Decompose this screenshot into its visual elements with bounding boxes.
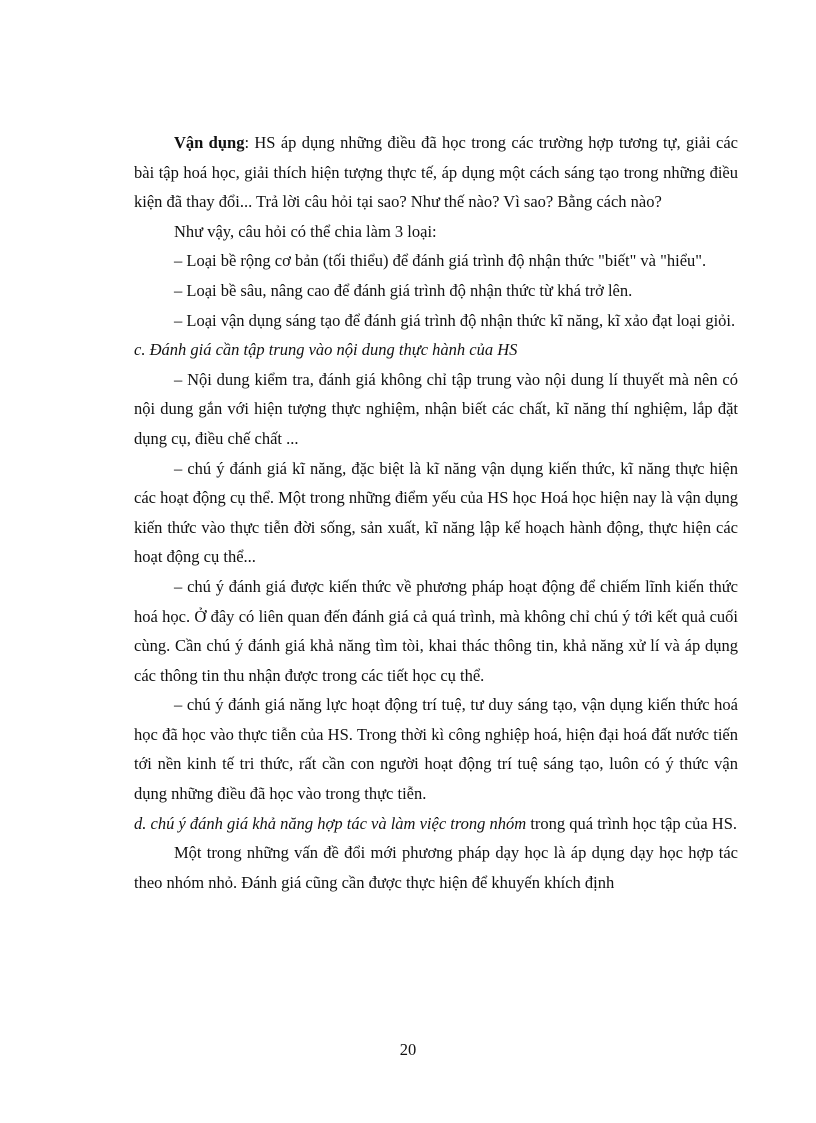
page-number: 20 [399,1040,417,1059]
paragraph-van-dung [134,128,738,217]
term-van-dung: Vận dụng [174,133,245,152]
paragraph-summary: Như vậy, câu hỏi có thể chia làm 3 loại: [174,221,437,241]
section-heading-c: c. Đánh giá cần tập trung vào nội dung thực hành của HS [134,340,518,360]
page-body [134,128,738,897]
paragraph-c3: – chú ý đánh giá được kiến thức về phương pháp hoạt động để chiếm lĩnh kiến thức hoá học. Ở đây có liên quan đến đánh giá cả quá trình, mà không chỉ chú ý tới kết quả cuối cùng. Cần chú ý đánh giá khả năng tìm tòi, khai thác thông tin, khả năng xử lí và áp dụng các thông tin thu nhận được trong các tiết học cụ thể. [134,576,738,685]
heading-d-italic: d. chú ý đánh giá khả năng hợp tác và làm việc trong nhóm [134,813,527,833]
list-item: – Loại vận dụng sáng tạo để đánh giá trình độ nhận thức kĩ năng, kĩ xảo đạt loại giỏi. [174,310,736,330]
list-item: – Loại bề sâu, nâng cao để đánh giá trình độ nhận thức từ khá trở lên. [174,280,633,300]
paragraph-last: Một trong những vấn đề đổi mới phương pháp dạy học là áp dụng dạy học hợp tác theo nhóm nhỏ. Đánh giá cũng cần được thực hiện để khuyến khích định [134,843,738,892]
paragraph-c4: – chú ý đánh giá năng lực hoạt động trí tuệ, tư duy sáng tạo, vận dụng kiến thức hoá học đã học vào thực tiễn của HS. Trong thời kì công nghiệp hoá, hiện đại hoá đất nước tiến tới nền kinh tế tri thức, rất cần con người hoạt động trí tuệ sáng tạo, luôn có ý thức vận dụng những điều đã học vào trong thực tiễn. [134,695,738,804]
paragraph-text: : HS áp dụng những điều đã học trong các trường hợp tương tự, giải các bài tập hoá học, giải thích hiện tượng thực tế, áp dụng một cách sáng tạo trong những điều kiện đã thay đổi... Trả lời câu hỏi tại sao? Như thế nào? Vì sao? Bằng cách nào? [134,133,738,212]
paragraph-c1: – Nội dung kiểm tra, đánh giá không chỉ tập trung vào nội dung lí thuyết mà nên có nội dung gắn với hiện tượng thực nghiệm, nhận biết các chất, kĩ năng thí nghiệm, lắp đặt dụng cụ, điều chế chất ... [134,369,738,448]
list-item: – Loại bề rộng cơ bản (tối thiểu) để đánh giá trình độ nhận thức "biết" và "hiểu". [174,251,707,271]
paragraph-c2: – chú ý đánh giá kĩ năng, đặc biệt là kĩ năng vận dụng kiến thức, kĩ năng thực hiện các hoạt động cụ thể. Một trong những điểm yếu của HS học Hoá học hiện nay là vận dụng kiến thức vào thực tiễn đời sống, sản xuất, kĩ năng lập kế hoạch hành động, thực hiện các hoạt động cụ thể... [134,458,738,567]
heading-d-text: trong quá trình học tập của HS. [526,813,738,833]
section-heading-d [134,809,738,839]
